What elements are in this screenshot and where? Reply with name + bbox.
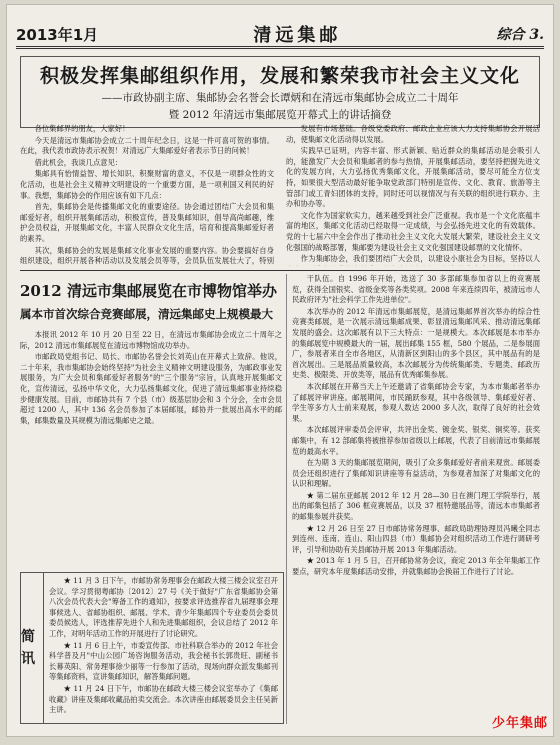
paragraph: 今天是清远市集邮协会成立二十周年纪念日，这是一件可喜可贺的事情。在此，我代表市政协表示祝贺！对清远广大集邮爱好者表示节日的问候！ — [20, 135, 274, 156]
news-brief-item: ★ 第二届东亚邮展 2012 年 12 月 28—30 日在澳门理工学院举行，展出的邮集包括了 306 框竞赛展品，以及 37 框特邀展品等，清远本市集邮者的邮集参展并获奖。 — [292, 490, 540, 522]
section-label: 综合 3. — [496, 27, 544, 43]
news-brief-box — [20, 572, 284, 724]
paragraph: 在为期 3 天的集邮展览期间，吸引了众多集邮爱好者前来观赏。邮展委员会还组织进行了集邮知识讲座等有益活动，为参观者加深了对集邮文化的认识和理解。 — [292, 458, 540, 489]
paper-name: 清远集邮 — [253, 25, 342, 46]
watermark-logo: 少年集邮 — [491, 716, 548, 731]
paragraph: 文化作为国家软实力，越来越受到社会广泛重视。我市是一个文化底蕴丰富的地区，集邮文化活动已经取得一定成绩，与会弘扬先进文化的有效载体。党的十七届六中全会作出了推动社会主义文化大发展大繁荣，建设社会主义文化强国的战略部署，集邮要为建设社会主义文化强国建设邮票的文化情怀。 — [286, 210, 540, 252]
article2-subheadline: 属本市首次综合竞赛邮展，清远集邮史上规模最大 — [20, 307, 273, 321]
article1-title: 积极发挥集邮组织作用，发展和繁荣我市社会主义文化 — [39, 65, 520, 87]
issue-date: 2013年1月 — [16, 25, 99, 44]
news-brief-body — [44, 573, 283, 723]
news-brief-item: ★ 2013 年 1 月 5 日，召开邮协常务会议，商定 2013 年全年集邮工作要点，研究本年度集邮活动安排，并就集邮协会换届工作进行了讨论。 — [292, 556, 540, 577]
paragraph: 集邮具有怡情益智、增长知识、积聚财富的意义，不仅是一项群众性的文化活动，也是社会主义精神文明建设的一个重要方面，是一项利国又利民的好事。我想，集邮协会的作用应该有如下几点： — [20, 169, 274, 200]
paragraph: 作为集邮协会，我们要团结广大会员，以建设小康社会为目标，坚持以人 — [300, 254, 540, 264]
article2 — [20, 274, 282, 569]
paragraph: 借此机会，我谈几点意见： — [34, 157, 123, 167]
article2-headline: 2012 清远市集邮展览在市博物馆举办 — [20, 282, 277, 300]
article2-body — [20, 330, 282, 426]
article1-subtitle-line1: ——市政协副主席、集邮协会名誉会长谭炳和在清远市集邮协会成立二十周年 — [101, 92, 459, 104]
page-header — [16, 22, 544, 49]
newspaper-page — [6, 4, 554, 737]
news-brief-item: ★ 11 月 24 日下午，市邮协在邮政大楼三楼会议室举办了《集邮收藏》讲座及集邮收藏品拍卖交流会。本次讲座由邮展委员会主任吴新主讲。 — [49, 683, 278, 715]
news-brief-item: ★ 11 月 6 日上午，市委宣传部、市社科联合举办的 2012 年社会科学普及月"中山公园广场咨询服务活动，我会秘书长郭贵旺、副秘书长幕英阳、常务理事徐少丽等一行参加了活动，现场向群众派发集邮刊等集邮资料，宣讲集邮知识，解答集邮问题。 — [49, 640, 278, 682]
paragraph: 干队伍。自 1996 年开始，选送了 30 多部邮集参加省以上的竞赛展览，获得全国银奖、省级金奖等各类奖项。2008 年来连续四年，被清远市人民政府评为"社会科学工作先进单位"。 — [292, 274, 540, 305]
paragraph: 本次邮展评审委员会评审，共评出金奖、镀金奖、银奖、铜奖等。获奖邮集中，有 12 部邮集将被推荐参加省级以上邮展，代表了目前清远市集邮展览的最高水平。 — [292, 425, 540, 456]
article1-title-box — [20, 56, 540, 128]
paragraph: 本次举办的 2012 年清远市集邮展览，是清远集邮界首次举办的综合性竞赛类邮展，是一次展示清远集邮成果、彰显清远集邮风采、推动清远集邮发展的盛会。这次邮展有以下三大特点：一是规模大。本次邮展是本市举办的集邮展览中规模最大的一届，展出邮集 155 框，580 个展品，二是参展面广，参展者来自全市各地区，从清新区到阳山的多个县区，其中展品有的是首次展出。三是展品质量较高，本次邮展分为传统集邮类、专题类、邮政历史类、极限类、开放类等，展品有优秀邮集参展。 — [292, 306, 540, 380]
article2-continued — [292, 274, 540, 724]
column-separator — [286, 274, 287, 724]
article1-column-right — [286, 124, 540, 266]
paragraph: 首先，集邮协会是传播集邮文化的重要途径。协会通过团结广大会员和集邮爱好者，组织开展集邮活动，积极宣传，普及集邮知识，倡导高尚邮趣，维护会员权益，开展集邮文化，丰富人民群众文化生活，培育和提高集邮爱好者的素养。 — [20, 202, 274, 243]
article1-column-left — [20, 124, 274, 266]
paragraph: 本报讯 2012 年 10 月 20 日至 22 日，在清远市集邮协会成立二十周年之际，2012 清远市集邮展览在清远市博物馆成功举办。 — [20, 330, 282, 350]
news-brief-item: ★ 11 月 3 日下午，市邮协常务理事会在邮政大楼三楼会议室召开会议。学习贯彻粤邮协〔2012〕27 号《关于做好"广东省集邮协会第八次会员代表大会"筹备工作的通知》，按要求评选推荐省九届理事会理事候选人、省邮协组织、邮展、学术、青少年集邮四个专业委员会委员委员候选人，评选推荐先进个人和先进集邮组织，会议总结了 2012 年工作，对明年活动工作的开展进行了讨论研究。 — [49, 576, 278, 638]
paragraph: 发展有市场基础。各级党委政府、邮政企业应该大力支持集邮协会开展活动，使集邮文化活动得以发展。 — [286, 124, 540, 144]
paragraph: 本次邮展在开幕当天上午还邀请了省集邮协会专家，为本市集邮者举办了邮展评审讲座。邮展期间，市民踊跃参观，其中各级领导、集邮爱好者、学生等多方人士前来观展，参观人数达 2000 多人次，取得了良好的社会效果。 — [292, 381, 540, 423]
article1-body — [20, 124, 540, 266]
news-brief-item: ★ 12 月 26 日至 27 日市邮协常务理事、邮政局助理协理员冯曦全同志到连州、连南、连山、阳山四县（市）集邮协会对组织活动工作进行调研考评，引导和协助有关县邮协开展 2013 年集邮活动。 — [292, 523, 540, 554]
article1-subtitle-line2: 暨 2012 年清远市集邮展览开幕式上的讲话摘登 — [168, 109, 392, 121]
paragraph: 各位集邮界的朋友，大家好！ — [34, 124, 130, 133]
paragraph: 其次，集邮协会的发展是集邮文化事业发展的重要内容。协会要搞好自身组织建设，组织开展各种活动以及发展会员等等，会员队伍发展壮大了，特别 — [20, 245, 274, 266]
section-divider — [20, 270, 540, 271]
paragraph: 实践早已证明，内容丰富、形式新颖、贴近群众的集邮活动是会吸引人的，能激发广大会员和集邮者的参与热情，开展集邮活动，要坚持把握先进文化的发展方向，大力弘扬优秀集邮文化，开展集邮活动，要尽可能全方位支持，如果很大型活动最好能争取党政部门特别是宣传、文化、教育、旅游等主管部门或工青妇团体的支持，同时还可以视情况与有关联的组织进行联办、主办和协办等。 — [286, 146, 540, 209]
paragraph: 市邮政局党组书记、局长、市邮协名誉会长刘英山在开幕式上致辞。他说，二十年来，我市集邮协会始终坚持"为社会主义精神文明建设服务，为邮政事业发展服务，为广大会员和集邮爱好者服务"的"三个服务"宗旨，认真地开展集邮文化，宣传清远，弘扬中华文化，大力弘扬集邮文化，促进了清远集邮事业持续稳步健康发展。目前，市邮协共有 7 个县（市）级基层协会和 3 个分会，全市会员超过 1200 人，其中 136 名会员参加了本届邮展，邮协并一批展出高水平的邮集，邮集数量及其规模为清远集邮史之最。 — [20, 352, 282, 425]
news-brief-label: 简讯 — [21, 573, 44, 723]
